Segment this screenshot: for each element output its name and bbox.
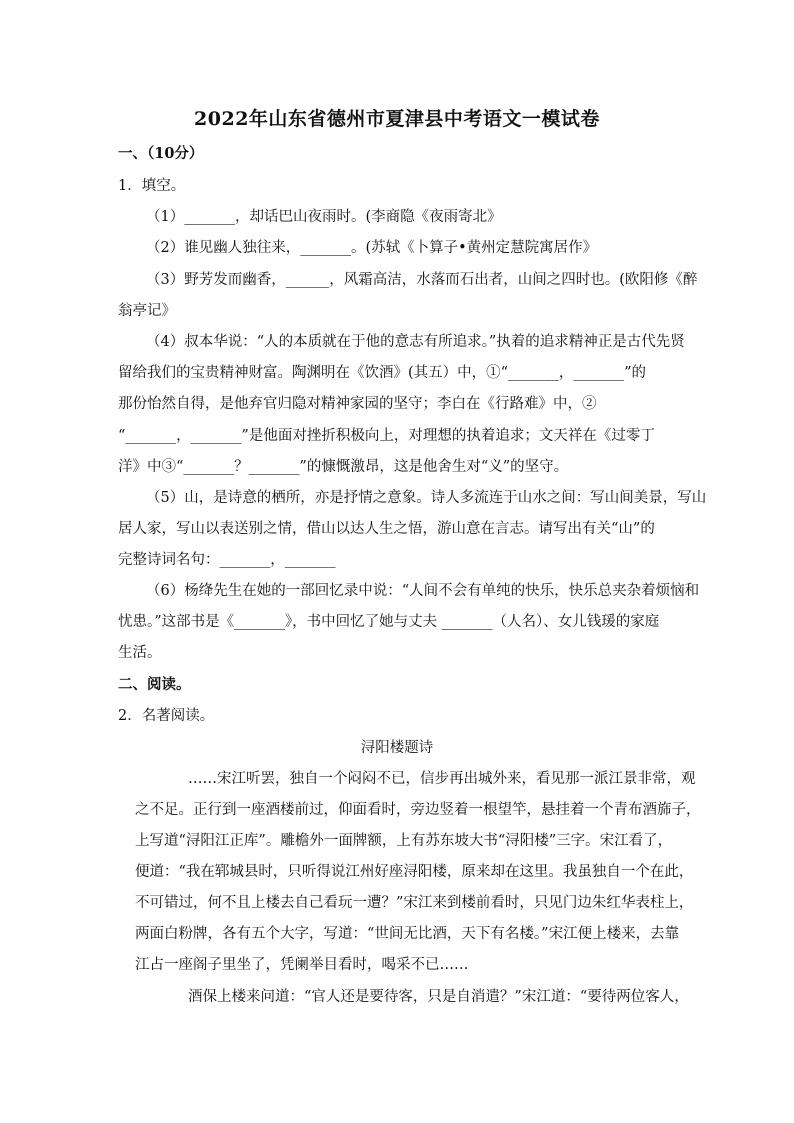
q1-line-2: （2）谁见幽人独往来，_______。(苏轼《卜算子•黄州定慧院寓居作》 [146, 240, 598, 256]
q1-line-5: （4）叔本华说：“人的本质就在于他的意志有所追求。”执着的追求精神正是古代先贤 [146, 334, 685, 350]
q1-line-4: 翁亭记》 [118, 303, 176, 319]
q1-line-15: 生活。 [118, 645, 162, 661]
q1-line-9: 洋》中③“_______？_______”的慷慨激昂，这是他舍生对“义”的坚守。 [118, 459, 569, 475]
passage-line-1: ……宋江听罢，独自一个闷闷不已，信步再出城外来，看见那一派江景非常，观 [188, 771, 696, 787]
q1-line-1: （1）_______，却话巴山夜雨时。(李商隐《夜雨寄北》 [146, 209, 502, 225]
section-1-header: 一、（10分） [118, 145, 204, 162]
section-2-header: 二、阅读。 [118, 676, 191, 693]
passage-line-2: 之不足。正行到一座酒楼前过，仰面看时，旁边竖着一根望竿，悬挂着一个青布酒旆子， [135, 802, 701, 818]
q1-line-7: 那份怡然自得，是他弃官归隐对精神家园的坚守；李白在《行路难》中，② [118, 396, 597, 412]
q1-line-13: （6）杨绛先生在她的一部回忆录中说：“人间不会有单纯的快乐，快乐总夹杂着烦恼和 [146, 583, 700, 599]
passage-line-3: 上写道“浔阳江正库”。雕檐外一面牌额，上有苏东坡大书“浔阳楼”三字。宋江看了， [135, 833, 673, 849]
passage-line-8: 酒保上楼来问道：“官人还是要待客，只是自消遣？”宋江道：“要待两位客人， [188, 989, 689, 1005]
page-title: 2022年山东省德州市夏津县中考语文一模试卷 [194, 108, 600, 130]
passage-line-5: 不可错过，何不且上楼去自己看玩一遭？”宋江来到楼前看时，只见门边朱红华表柱上， [135, 895, 694, 911]
passage-line-6: 两面白粉牌，各有五个大字，写道：“世间无比酒，天下有名楼。”宋江便上楼来，去靠 [135, 926, 680, 942]
q1-line-14: 忧患。”这部书是《_______》，书中回忆了她与丈夫 _______（人名）、女儿钱瑗的家庭 [118, 614, 660, 630]
question-1-label: 1．填空。 [118, 178, 186, 194]
q1-line-10: （5）山，是诗意的栖所，亦是抒情之意象。诗人多流连于山水之间：写山间美景，写山 [146, 490, 707, 506]
passage-line-7: 江占一座阁子里坐了，凭阑举目看时，喝采不已…… [135, 957, 469, 973]
q1-line-8: “_______，_______”是他面对挫折积极向上，对理想的执着追求；文天祥在《过零丁 [118, 428, 655, 444]
q1-line-11: 居人家，写山以表送别之情，借山以达人生之悟，游山意在言志。请写出有关“山”的 [118, 521, 655, 537]
passage-line-4: 便道：“我在郓城县时，只听得说江州好座浔阳楼，原来却在这里。我虽独自一个在此， [135, 864, 694, 880]
q1-line-3: （3）野芳发而幽香，______，风霜高洁，水落而石出者，山间之四时也。(欧阳修《醉 [146, 272, 698, 288]
q1-line-12: 完整诗词名句：_______，_______ [118, 552, 336, 568]
question-2-label: 2．名著阅读。 [118, 708, 215, 724]
q1-line-6: 留给我们的宝贵精神财富。陶渊明在《饮酒》(其五）中，①“_______，_______”的 [118, 365, 646, 381]
passage-title: 浔阳楼题诗 [360, 740, 434, 756]
